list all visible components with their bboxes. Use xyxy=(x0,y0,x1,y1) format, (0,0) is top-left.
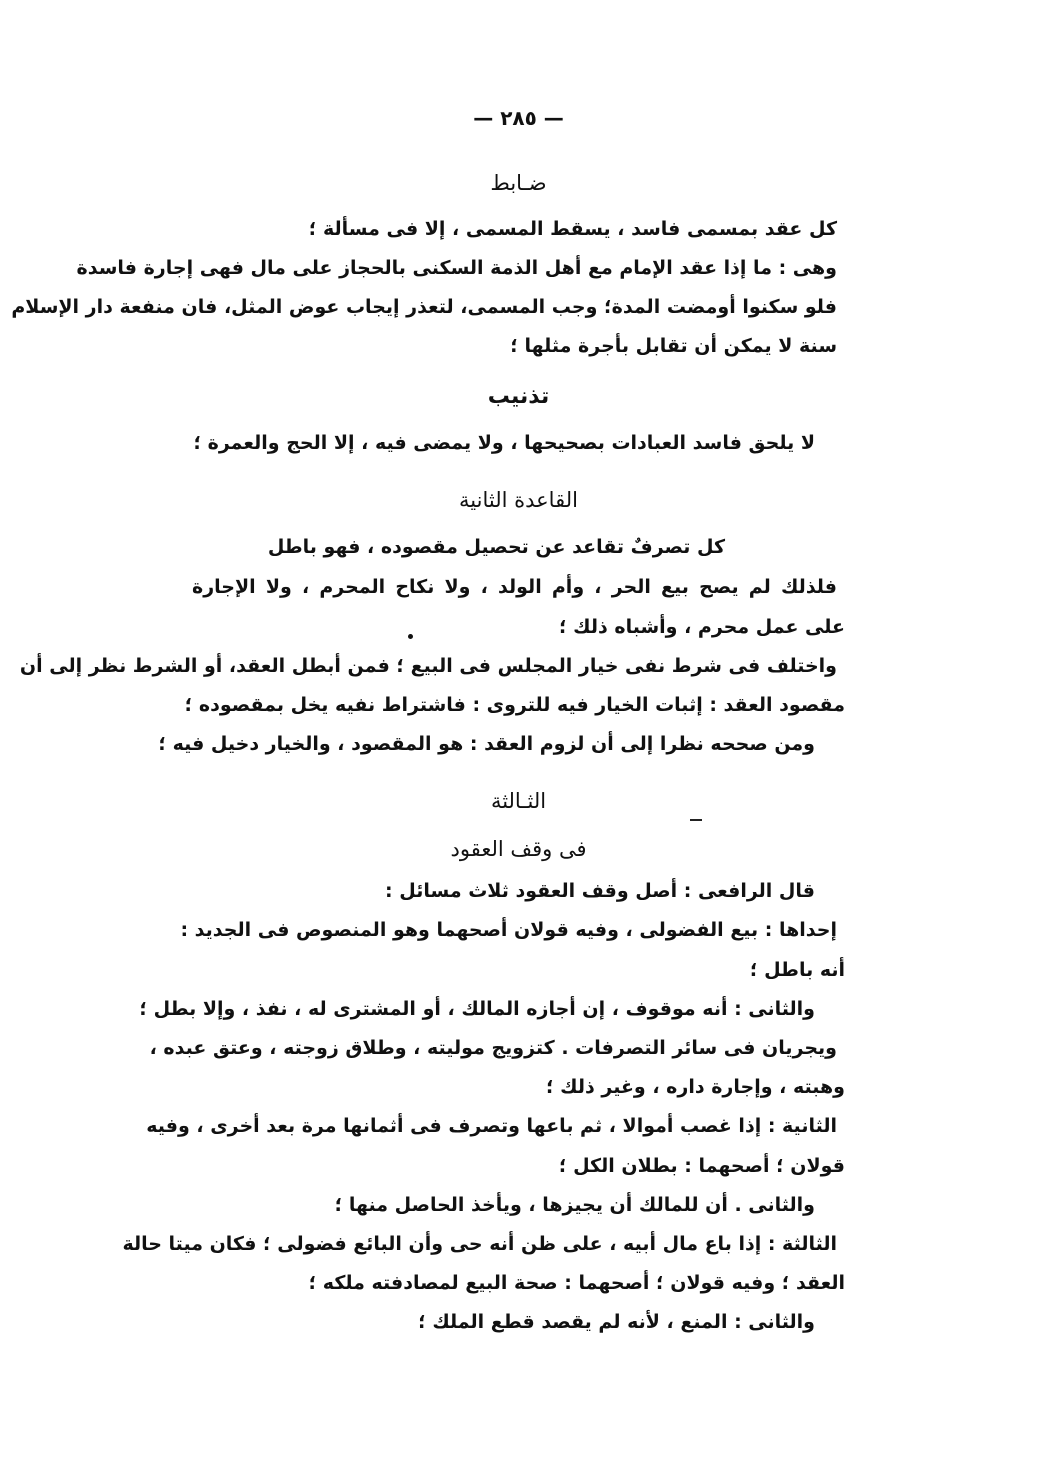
ink-mark xyxy=(690,819,702,821)
text-line: لا يلحق فاسد العبادات بصحيحها ، ولا يمضى فيه ، إلا الحج والعمرة ؛ xyxy=(193,432,815,454)
text-line: الثانية : إذا غصب أموالا ، ثم باعها وتصرف فى أثمانها مرة بعد أخرى ، وفيه xyxy=(146,1115,837,1137)
text-line: واختلف فى شرط نفى خيار المجلس فى البيع ؛ فمن أبطل العقد، أو الشرط نظر إلى أن xyxy=(19,655,837,677)
text-line: كل تصرفٌ تقاعد عن تحصيل مقصوده ، فهو باطل xyxy=(267,536,725,558)
text-line: العقد ؛ وفيه قولان ؛ أصحهما : صحة البيع لمصادفته ملكه ؛ xyxy=(308,1272,845,1294)
text-line: الثالثة : إذا باع مال أبيه ، على ظن أنه حى وأن البائع فضولى ؛ فكان ميتا حالة xyxy=(122,1233,837,1255)
text-line: ويجريان فى سائر التصرفات . كتزويج موليته ، وطلاق زوجته ، وعتق عبده ، xyxy=(149,1037,837,1059)
text-line: إحداها : بيع الفضولى ، وفيه قولان أصحهما وهو المنصوص فى الجديد : xyxy=(180,919,837,941)
section-heading-third: الثـالثة xyxy=(490,789,547,813)
section-subheading: فى وقف العقود xyxy=(450,837,587,861)
text-line: سنة لا يمكن أن تقابل بأجرة مثلها ؛ xyxy=(510,335,837,357)
text-line: فلذلك لم يصح بيع الحر ، وأم الولد ، ولا نكاح المحرم ، ولا الإجارة xyxy=(192,576,837,598)
text-line: قال الرافعى : أصل وقف العقود ثلاث مسائل : xyxy=(385,880,815,902)
text-line: مقصود العقد : إثبات الخيار فيه للتروى : فاشتراط نفيه يخل بمقصوده ؛ xyxy=(184,694,845,716)
text-line: أنه باطل ؛ xyxy=(749,959,845,981)
section-heading-second-rule: القاعدة الثانية xyxy=(459,488,578,512)
text-line: والثانى : أنه موقوف ، إن أجازه المالك ، أو المشترى له ، نفذ ، وإلا بطل ؛ xyxy=(139,998,815,1020)
text-line: وهى : ما إذا عقد الإمام مع أهل الذمة السكنى بالحجاز على مال فهى إجارة فاسدة xyxy=(76,257,837,279)
section-heading-dabit: ضـابط xyxy=(490,171,547,195)
text-line: والثانى . أن للمالك أن يجيزها ، ويأخذ الحاصل منها ؛ xyxy=(334,1194,815,1216)
text-line: ومن صححه نظرا إلى أن لزوم العقد : هو المقصود ، والخيار دخيل فيه ؛ xyxy=(158,733,815,755)
text-line: وهبته ، وإجارة داره ، وغير ذلك ؛ xyxy=(545,1076,845,1098)
text-line: على عمل محرم ، وأشباه ذلك ؛ xyxy=(558,616,845,638)
section-heading-tadhnib: تذنيب xyxy=(487,384,550,409)
text-line: فلو سكنوا أومضت المدة؛ وجب المسمى، لتعذر إيجاب عوض المثل، فان منفعة دار الإسلام xyxy=(11,296,837,318)
text-line: قولان ؛ أصحهما : بطلان الكل ؛ xyxy=(558,1155,845,1177)
text-line: كل عقد بمسمى فاسد ، يسقط المسمى ، إلا فى مسألة ؛ xyxy=(308,218,837,240)
text-line: والثانى : المنع ، لأنه لم يقصد قطع الملك ؛ xyxy=(418,1311,815,1333)
ink-speck xyxy=(408,634,413,639)
page-number: — ٢٨٥ — xyxy=(473,106,564,130)
